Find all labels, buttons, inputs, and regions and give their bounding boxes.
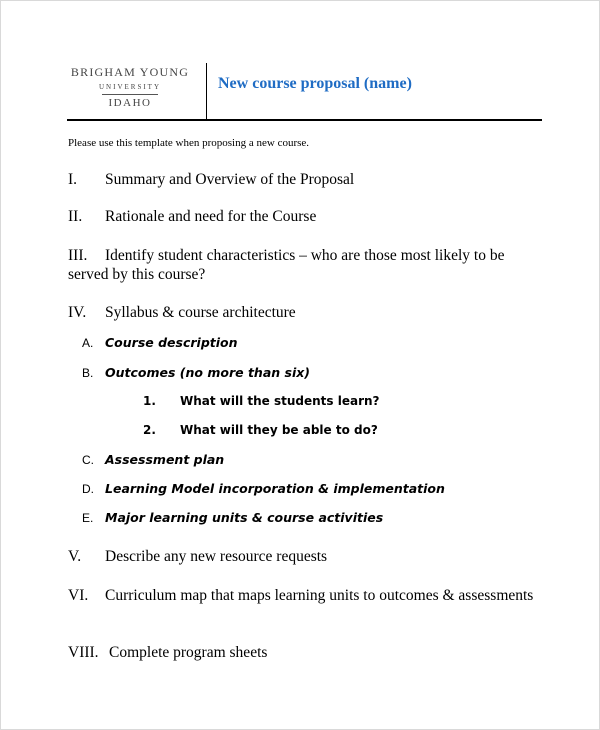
subsection-text: Major learning units & course activities xyxy=(105,510,384,525)
subsection-letter: E. xyxy=(82,511,94,525)
section-number: V. xyxy=(68,548,82,565)
university-logo xyxy=(67,65,193,109)
section-text: Describe any new resource requests xyxy=(105,548,328,565)
section-text: Complete program sheets xyxy=(109,644,268,661)
logo-line-3: IDAHO xyxy=(108,97,152,109)
subsection-item xyxy=(82,335,238,351)
subsection-letter: A. xyxy=(82,336,94,350)
section-number: III. xyxy=(68,247,88,264)
section-item xyxy=(68,586,548,605)
outcome-question xyxy=(143,423,378,437)
subsection-letter: B. xyxy=(82,366,94,380)
section-number: II. xyxy=(68,208,83,225)
section-text: Curriculum map that maps learning units to outcomes & assessments xyxy=(105,587,534,604)
section-text: Syllabus & course architecture xyxy=(105,304,296,321)
outcome-question xyxy=(143,394,380,408)
subsection-text: Learning Model incorporation & implementation xyxy=(105,481,445,496)
section-item xyxy=(68,171,354,189)
document-title: New course proposal (name) xyxy=(218,75,412,92)
section-item xyxy=(68,246,548,284)
section-text: Identify student characteristics – who are those most likely to be served by this course? xyxy=(68,247,505,283)
section-text: Rationale and need for the Course xyxy=(105,208,317,225)
section-number: IV. xyxy=(68,304,87,321)
section-item xyxy=(68,548,327,566)
subsection-text: Outcomes (no more than six) xyxy=(105,365,311,380)
section-number: I. xyxy=(68,171,78,188)
section-item xyxy=(68,644,267,662)
subsection-item xyxy=(82,481,445,497)
subsection-letter: C. xyxy=(82,453,94,467)
section-number: VI. xyxy=(68,587,89,604)
header-divider xyxy=(206,63,207,120)
subsection-item xyxy=(82,510,383,526)
subsection-text: Assessment plan xyxy=(105,452,225,467)
intro-text: Please use this template when proposing a new course. xyxy=(68,137,310,149)
subsection-letter: D. xyxy=(82,482,94,496)
logo-line-2: UNIVERSITY xyxy=(99,83,161,91)
section-item xyxy=(68,208,316,226)
section-number: VIII. xyxy=(68,644,99,661)
question-text: What will they be able to do? xyxy=(180,423,378,437)
header-rule xyxy=(67,119,542,121)
question-number: 1. xyxy=(143,394,156,408)
subsection-item xyxy=(82,452,224,468)
section-item xyxy=(68,304,296,322)
question-number: 2. xyxy=(143,423,156,437)
logo-line-1: BRIGHAM YOUNG xyxy=(70,65,190,79)
subsection-item xyxy=(82,365,310,381)
question-text: What will the students learn? xyxy=(180,394,380,408)
subsection-text: Course description xyxy=(105,335,238,350)
logo-rule xyxy=(102,94,158,95)
section-text: Summary and Overview of the Proposal xyxy=(105,171,355,188)
